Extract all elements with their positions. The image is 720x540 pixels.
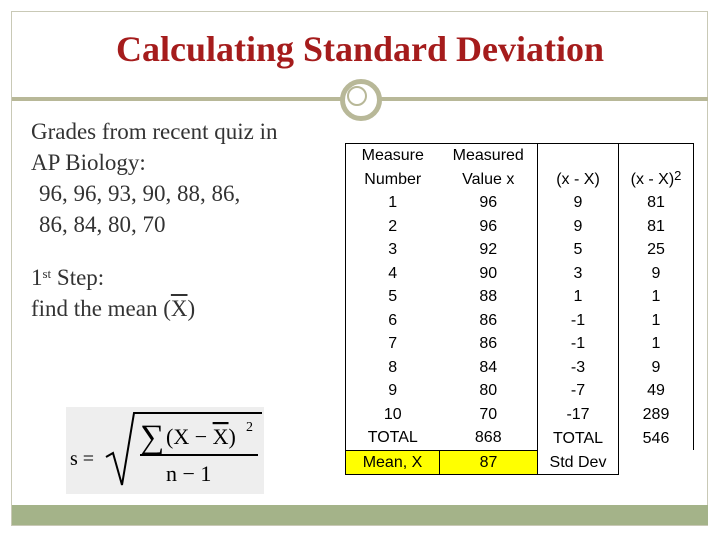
deviation-cell: -1 <box>538 309 619 333</box>
table-total-row <box>346 426 694 450</box>
formula-lhs: s = <box>70 448 95 470</box>
table-row <box>346 356 694 380</box>
step-ordinal-suffix: st <box>42 266 52 281</box>
measure-number-cell: 7 <box>346 332 440 356</box>
header-measure: Measure <box>346 144 440 168</box>
header-value-x: Value x <box>440 168 538 192</box>
measured-value-cell: 96 <box>440 215 538 239</box>
measured-value-cell: 96 <box>440 191 538 215</box>
deviation-cell: 9 <box>538 191 619 215</box>
mean-value: 87 <box>440 450 538 475</box>
measure-number-cell: 6 <box>346 309 440 333</box>
find-mean-line <box>31 293 341 324</box>
find-mean-prefix: find the mean ( <box>31 296 171 321</box>
squared-deviation-cell: 289 <box>619 403 694 427</box>
measure-number-cell: 8 <box>346 356 440 380</box>
measured-value-cell: 86 <box>440 332 538 356</box>
table-row <box>346 309 694 333</box>
empty-cell <box>619 450 694 475</box>
header-squared-deviation: (x - X)$^2$ <box>619 168 694 192</box>
total-label-2: TOTAL <box>538 426 619 450</box>
mean-label: Mean, X <box>346 450 440 475</box>
find-mean-suffix: ) <box>187 296 196 321</box>
deviation-table <box>345 143 694 475</box>
squared-deviation-cell: 49 <box>619 379 694 403</box>
squared-deviation-cell: 81 <box>619 191 694 215</box>
squared-deviation-cell: 81 <box>619 215 694 239</box>
squared-deviation-cell: 1 <box>619 285 694 309</box>
header-number: Number <box>346 168 440 192</box>
left-text-block <box>31 116 341 324</box>
total-squared: 546 <box>619 426 694 450</box>
deviation-cell: 3 <box>538 262 619 286</box>
text-line-1: Grades from recent quiz in <box>31 119 278 144</box>
measured-value-cell: 92 <box>440 238 538 262</box>
measure-number-cell: 1 <box>346 191 440 215</box>
deviation-cell: 5 <box>538 238 619 262</box>
measure-number-cell: 3 <box>346 238 440 262</box>
formula-numerator: (X − X) <box>166 424 236 449</box>
table-row <box>346 191 694 215</box>
measured-value-cell: 88 <box>440 285 538 309</box>
deviation-cell: -1 <box>538 332 619 356</box>
header-blank-3 <box>538 144 619 168</box>
formula-exponent: 2 <box>246 420 253 435</box>
total-label: TOTAL <box>346 426 440 450</box>
step-line <box>31 262 341 293</box>
table-row <box>346 403 694 427</box>
deviation-cell: -3 <box>538 356 619 380</box>
text-line-grades-2: 86, 84, 80, 70 <box>39 212 166 237</box>
table-row <box>346 379 694 403</box>
slide-title: Calculating Standard Deviation <box>115 29 605 69</box>
table-mean-row <box>346 450 694 475</box>
std-dev-label: Std Dev <box>538 450 619 475</box>
squared-deviation-cell: 9 <box>619 356 694 380</box>
measure-number-cell: 9 <box>346 379 440 403</box>
table-header-row-2 <box>346 168 694 192</box>
footer-accent-bar <box>12 505 708 525</box>
divider-circle-inner-ring <box>347 86 367 106</box>
text-line-2: AP Biology: <box>31 150 146 175</box>
squared-deviation-cell: 9 <box>619 262 694 286</box>
squared-deviation-cell: 1 <box>619 309 694 333</box>
text-line-grades-1: 96, 96, 93, 90, 88, 86, <box>39 181 241 206</box>
squared-deviation-cell: 25 <box>619 238 694 262</box>
measure-number-cell: 4 <box>346 262 440 286</box>
measured-value-cell: 84 <box>440 356 538 380</box>
header-measured: Measured <box>440 144 538 168</box>
deviation-cell: -17 <box>538 403 619 427</box>
squared-deviation-cell: 1 <box>619 332 694 356</box>
table-row <box>346 215 694 239</box>
total-value: 868 <box>440 426 538 450</box>
measured-value-cell: 80 <box>440 379 538 403</box>
measured-value-cell: 70 <box>440 403 538 427</box>
table-row <box>346 262 694 286</box>
header-deviation: (x - X) <box>538 168 619 192</box>
measure-number-cell: 2 <box>346 215 440 239</box>
formula-graphic <box>66 407 264 494</box>
deviation-cell: -7 <box>538 379 619 403</box>
deviation-cell: 1 <box>538 285 619 309</box>
step-number: 1 <box>31 265 43 290</box>
measure-number-cell: 10 <box>346 403 440 427</box>
measured-value-cell: 86 <box>440 309 538 333</box>
table-row <box>346 285 694 309</box>
sigma-symbol: ∑ <box>140 419 165 456</box>
step-word: Step: <box>56 265 105 290</box>
table-row <box>346 332 694 356</box>
table-body <box>346 191 694 426</box>
formula-denominator: n − 1 <box>166 461 212 486</box>
std-dev-formula <box>66 407 264 494</box>
table-row <box>346 238 694 262</box>
table-header-row-1 <box>346 144 694 168</box>
x-bar-symbol: $\overline{X}$ <box>170 296 188 321</box>
measure-number-cell: 5 <box>346 285 440 309</box>
header-blank-4 <box>619 144 694 168</box>
measured-value-cell: 90 <box>440 262 538 286</box>
deviation-cell: 9 <box>538 215 619 239</box>
